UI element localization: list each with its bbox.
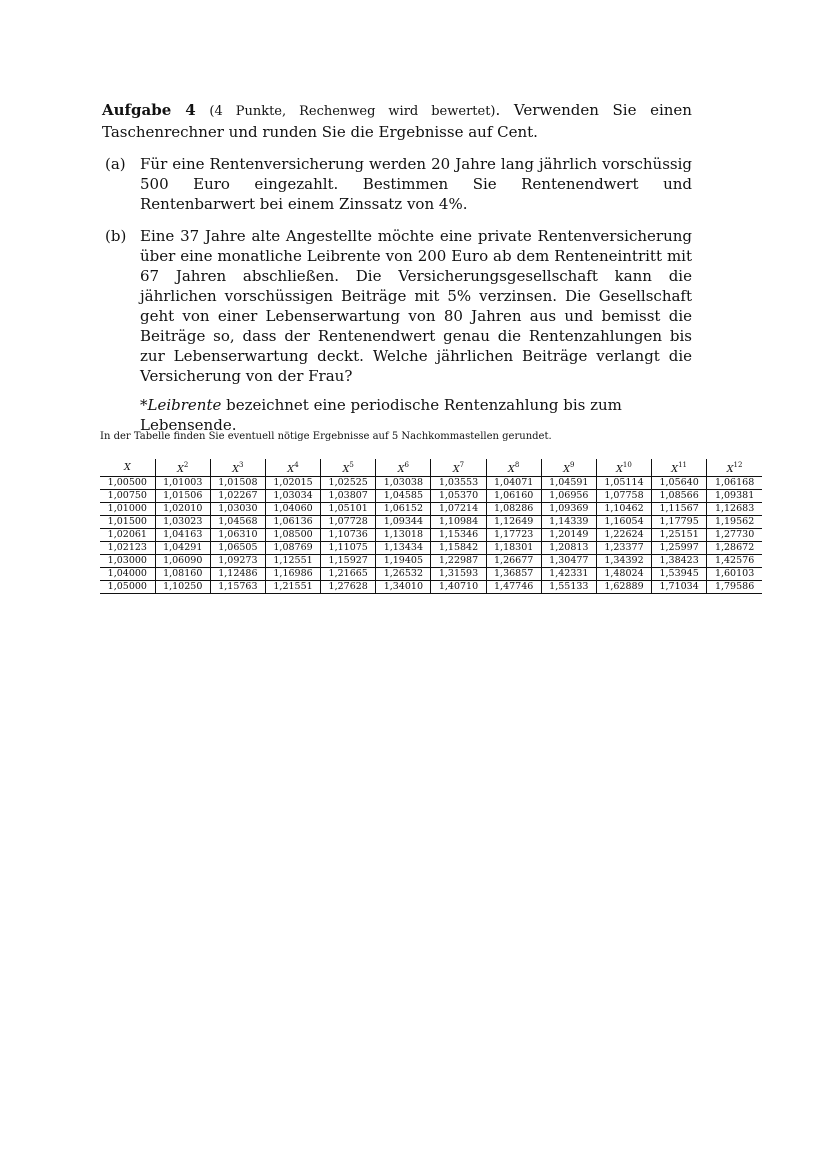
header-variable: X bbox=[508, 464, 515, 475]
table-cell: 1,79586 bbox=[707, 581, 762, 594]
table-cell: 1,13434 bbox=[376, 542, 431, 555]
table-cell: 1,26532 bbox=[376, 568, 431, 581]
table-cell: 1,12551 bbox=[265, 555, 320, 568]
subpart-a bbox=[102, 154, 692, 214]
table-cell: 1,21551 bbox=[265, 581, 320, 594]
table-cell: 1,02010 bbox=[155, 503, 210, 516]
table-row bbox=[100, 477, 762, 490]
table-cell: 1,03030 bbox=[210, 503, 265, 516]
table-cell: 1,03807 bbox=[321, 490, 376, 503]
table-cell: 1,31593 bbox=[431, 568, 486, 581]
header-exponent: 10 bbox=[622, 461, 632, 469]
table-header-cell bbox=[486, 459, 541, 477]
table-cell: 1,06136 bbox=[265, 516, 320, 529]
table-cell: 1,25997 bbox=[652, 542, 707, 555]
table-header-cell bbox=[652, 459, 707, 477]
table-cell: 1,04163 bbox=[155, 529, 210, 542]
table-header-cell bbox=[541, 459, 596, 477]
subpart-a-text: Für eine Rentenversicherung werden 20 Jahre lang jährlich vorschüssig 500 Euro eingezahlt. Bestimmen Sie Rentenendwert und Rentenbarwert bei einem Zinssatz von 4%. bbox=[140, 155, 692, 213]
table-cell: 1,07758 bbox=[596, 490, 651, 503]
table-cell: 1,23377 bbox=[596, 542, 651, 555]
table-cell: 1,14339 bbox=[541, 516, 596, 529]
table-cell: 1,17723 bbox=[486, 529, 541, 542]
table-cell: 1,04568 bbox=[210, 516, 265, 529]
table-cell: 1,34392 bbox=[596, 555, 651, 568]
table-cell: 1,03023 bbox=[155, 516, 210, 529]
table-header-cell bbox=[431, 459, 486, 477]
table-cell: 1,09273 bbox=[210, 555, 265, 568]
table-cell: 1,60103 bbox=[707, 568, 762, 581]
table-cell: 1,48024 bbox=[596, 568, 651, 581]
table-cell: 1,00500 bbox=[100, 477, 155, 490]
table-cell: 1,06090 bbox=[155, 555, 210, 568]
footnote-text: bezeichnet eine periodische Rentenzahlung bis zum Lebensende. bbox=[140, 396, 622, 434]
table-cell: 1,05000 bbox=[100, 581, 155, 594]
table-cell: 1,06956 bbox=[541, 490, 596, 503]
header-variable: X bbox=[342, 464, 350, 475]
header-variable: X bbox=[287, 464, 295, 475]
problem-instructions: . Verwenden Sie einen Taschenrechner und runden Sie die Ergebnisse auf Cent. bbox=[102, 101, 692, 141]
problem-points: (4 Punkte, Rechenweg wird bewertet) bbox=[209, 104, 496, 119]
table-cell: 1,01000 bbox=[100, 503, 155, 516]
header-exponent: 7 bbox=[459, 461, 465, 469]
table-cell: 1,01003 bbox=[155, 477, 210, 490]
table-cell: 1,15763 bbox=[210, 581, 265, 594]
footnote-term: Leibrente bbox=[147, 396, 222, 414]
table-cell: 1,20149 bbox=[541, 529, 596, 542]
table-cell: 1,04060 bbox=[265, 503, 320, 516]
table-header-row bbox=[100, 459, 762, 477]
subpart-a-label: (a) bbox=[105, 155, 126, 173]
table-cell: 1,04071 bbox=[486, 477, 541, 490]
table-cell: 1,04585 bbox=[376, 490, 431, 503]
table-cell: 1,02525 bbox=[321, 477, 376, 490]
table-row bbox=[100, 516, 762, 529]
table-cell: 1,53945 bbox=[652, 568, 707, 581]
table-cell: 1,00750 bbox=[100, 490, 155, 503]
table-cell: 1,01506 bbox=[155, 490, 210, 503]
header-variable: X bbox=[726, 464, 734, 475]
table-cell: 1,02061 bbox=[100, 529, 155, 542]
table-cell: 1,05370 bbox=[431, 490, 486, 503]
table-row bbox=[100, 490, 762, 503]
problem-intro bbox=[102, 100, 692, 142]
table-cell: 1,22987 bbox=[431, 555, 486, 568]
table-cell: 1,25151 bbox=[652, 529, 707, 542]
header-variable: X bbox=[563, 464, 570, 475]
footnote-asterisk: * bbox=[140, 396, 148, 414]
table-cell: 1,12683 bbox=[707, 503, 762, 516]
table-cell: 1,27628 bbox=[321, 581, 376, 594]
header-variable: X bbox=[671, 464, 679, 475]
table-body bbox=[100, 477, 762, 594]
table-cell: 1,03000 bbox=[100, 555, 155, 568]
table-cell: 1,30477 bbox=[541, 555, 596, 568]
table-cell: 1,62889 bbox=[596, 581, 651, 594]
table-cell: 1,16986 bbox=[265, 568, 320, 581]
table-row bbox=[100, 581, 762, 594]
header-variable: X bbox=[177, 464, 184, 475]
table-cell: 1,08566 bbox=[652, 490, 707, 503]
table-row bbox=[100, 503, 762, 516]
table-cell: 1,02267 bbox=[210, 490, 265, 503]
table-cell: 1,10462 bbox=[596, 503, 651, 516]
table-cell: 1,04000 bbox=[100, 568, 155, 581]
table-cell: 1,08500 bbox=[265, 529, 320, 542]
table-cell: 1,02015 bbox=[265, 477, 320, 490]
table-cell: 1,26677 bbox=[486, 555, 541, 568]
table-cell: 1,20813 bbox=[541, 542, 596, 555]
table-cell: 1,04291 bbox=[155, 542, 210, 555]
table-cell: 1,38423 bbox=[652, 555, 707, 568]
table-cell: 1,03034 bbox=[265, 490, 320, 503]
table-row bbox=[100, 555, 762, 568]
table-header-cell bbox=[210, 459, 265, 477]
table-cell: 1,10250 bbox=[155, 581, 210, 594]
header-exponent: 5 bbox=[349, 461, 354, 469]
table-cell: 1,12649 bbox=[486, 516, 541, 529]
table-cell: 1,11075 bbox=[321, 542, 376, 555]
power-table-container bbox=[100, 459, 762, 594]
table-cell: 1,21665 bbox=[321, 568, 376, 581]
header-variable: X bbox=[397, 464, 405, 475]
table-cell: 1,40710 bbox=[431, 581, 486, 594]
table-cell: 1,42576 bbox=[707, 555, 762, 568]
header-variable: X bbox=[232, 464, 240, 475]
power-table bbox=[100, 459, 762, 594]
table-cell: 1,06310 bbox=[210, 529, 265, 542]
table-cell: 1,03038 bbox=[376, 477, 431, 490]
table-cell: 1,15842 bbox=[431, 542, 486, 555]
subpart-b-label: (b) bbox=[105, 227, 127, 245]
table-header-cell bbox=[707, 459, 762, 477]
table-cell: 1,34010 bbox=[376, 581, 431, 594]
header-variable: X bbox=[452, 464, 460, 475]
header-exponent: 4 bbox=[294, 461, 299, 469]
table-cell: 1,27730 bbox=[707, 529, 762, 542]
table-cell: 1,08769 bbox=[265, 542, 320, 555]
table-header-cell bbox=[596, 459, 651, 477]
table-cell: 1,42331 bbox=[541, 568, 596, 581]
table-cell: 1,16054 bbox=[596, 516, 651, 529]
table-cell: 1,08160 bbox=[155, 568, 210, 581]
table-cell: 1,01508 bbox=[210, 477, 265, 490]
table-intro: In der Tabelle finden Sie eventuell nötige Ergebnisse auf 5 Nachkommastellen gerundet. bbox=[100, 431, 552, 442]
header-exponent: 9 bbox=[569, 461, 575, 469]
subpart-b bbox=[102, 226, 692, 386]
header-exponent: 12 bbox=[733, 461, 743, 469]
table-cell: 1,05101 bbox=[321, 503, 376, 516]
table-cell: 1,04591 bbox=[541, 477, 596, 490]
table-row bbox=[100, 529, 762, 542]
table-cell: 1,06168 bbox=[707, 477, 762, 490]
problem-block bbox=[102, 100, 692, 435]
table-cell: 1,09369 bbox=[541, 503, 596, 516]
table-cell: 1,05114 bbox=[596, 477, 651, 490]
table-header-cell bbox=[321, 459, 376, 477]
table-header-cell bbox=[100, 459, 155, 477]
table-cell: 1,18301 bbox=[486, 542, 541, 555]
table-cell: 1,03553 bbox=[431, 477, 486, 490]
table-cell: 1,02123 bbox=[100, 542, 155, 555]
table-cell: 1,09344 bbox=[376, 516, 431, 529]
problem-title: Aufgabe 4 bbox=[102, 101, 196, 119]
table-cell: 1,47746 bbox=[486, 581, 541, 594]
table-cell: 1,19562 bbox=[707, 516, 762, 529]
header-variable: X bbox=[123, 461, 131, 473]
table-row bbox=[100, 542, 762, 555]
table-cell: 1,10736 bbox=[321, 529, 376, 542]
table-cell: 1,71034 bbox=[652, 581, 707, 594]
table-row bbox=[100, 568, 762, 581]
table-cell: 1,11567 bbox=[652, 503, 707, 516]
table-cell: 1,22624 bbox=[596, 529, 651, 542]
header-exponent: 2 bbox=[183, 461, 189, 469]
table-cell: 1,06160 bbox=[486, 490, 541, 503]
table-header-cell bbox=[265, 459, 320, 477]
header-exponent: 8 bbox=[514, 461, 520, 469]
header-exponent: 3 bbox=[239, 461, 244, 469]
table-header-cell bbox=[376, 459, 431, 477]
table-cell: 1,01500 bbox=[100, 516, 155, 529]
table-cell: 1,15927 bbox=[321, 555, 376, 568]
table-cell: 1,07214 bbox=[431, 503, 486, 516]
table-cell: 1,05640 bbox=[652, 477, 707, 490]
table-cell: 1,06152 bbox=[376, 503, 431, 516]
table-cell: 1,09381 bbox=[707, 490, 762, 503]
table-cell: 1,10984 bbox=[431, 516, 486, 529]
table-cell: 1,13018 bbox=[376, 529, 431, 542]
table-cell: 1,15346 bbox=[431, 529, 486, 542]
table-cell: 1,12486 bbox=[210, 568, 265, 581]
table-cell: 1,28672 bbox=[707, 542, 762, 555]
table-cell: 1,17795 bbox=[652, 516, 707, 529]
table-cell: 1,08286 bbox=[486, 503, 541, 516]
header-variable: X bbox=[616, 464, 623, 475]
header-exponent: 6 bbox=[404, 461, 409, 469]
table-cell: 1,55133 bbox=[541, 581, 596, 594]
table-cell: 1,36857 bbox=[486, 568, 541, 581]
table-header-cell bbox=[155, 459, 210, 477]
header-exponent: 11 bbox=[678, 461, 687, 469]
subpart-b-text: Eine 37 Jahre alte Angestellte möchte eine private Rentenversicherung über eine monatliche Leibrente von 200 Euro ab dem Renteneintritt mit 67 Jahren abschließen. Die Versicherungsgesellschaft kann die jährlichen vorschüssigen Beiträge mit 5% verzinsen. Die Gesellschaft geht von einer Lebenserwartung von 80 Jahren aus und bemisst die Beiträge so, dass der Rentenendwert genau die Rentenzahlungen bis zur Lebenserwartung deckt. Welche jährlichen Beiträge verlangt die Versicherung von der Frau? bbox=[140, 227, 692, 385]
table-cell: 1,07728 bbox=[321, 516, 376, 529]
table-cell: 1,06505 bbox=[210, 542, 265, 555]
table-cell: 1,19405 bbox=[376, 555, 431, 568]
footnote-leibrente bbox=[102, 395, 692, 435]
